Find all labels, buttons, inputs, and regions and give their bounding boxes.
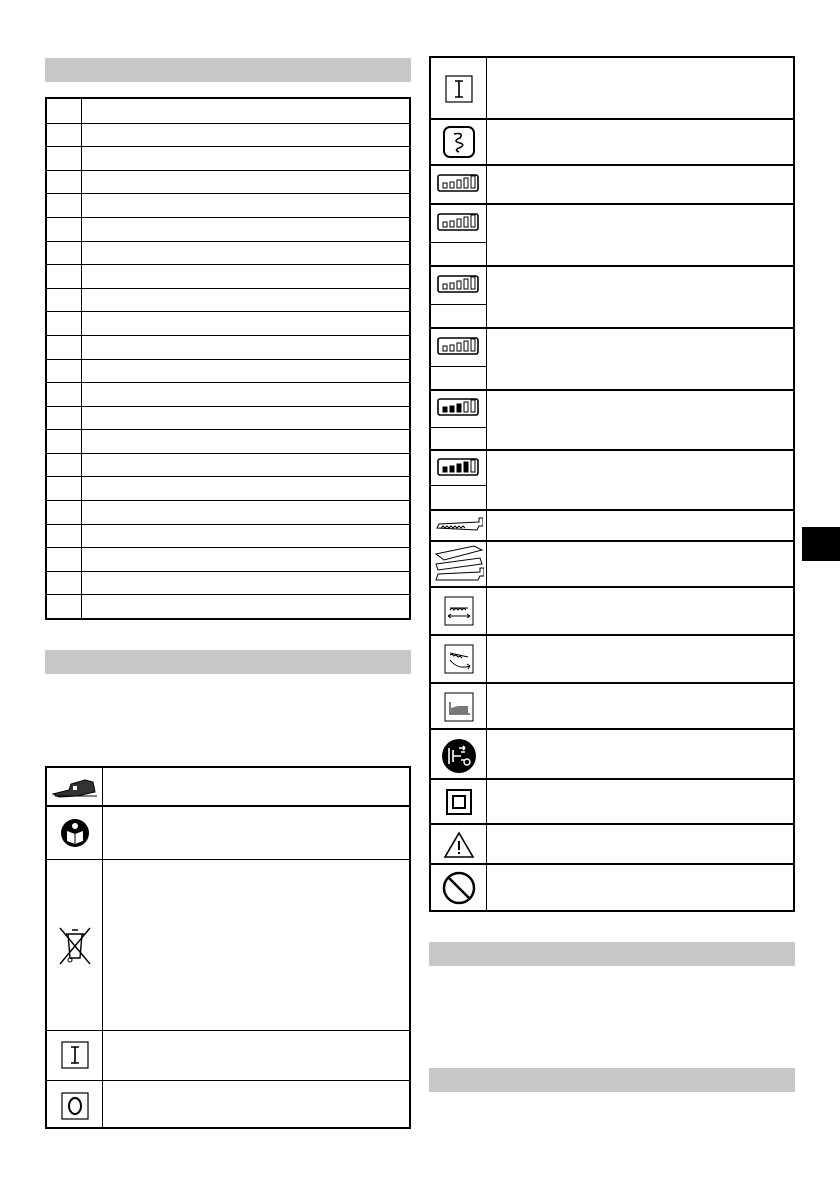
table-row-divider: [47, 524, 409, 525]
battery-level-icon: [437, 337, 479, 355]
row-divider: [431, 823, 793, 825]
row-divider: [431, 164, 793, 166]
row-divider: [431, 509, 793, 511]
table-row-divider: [47, 193, 409, 194]
icon-cell-divider: [431, 242, 486, 243]
table-row-divider: [47, 217, 409, 218]
table-row-divider: [47, 241, 409, 242]
row-divider: [431, 203, 793, 205]
row-divider: [47, 1030, 409, 1031]
battery-level-icon: [437, 458, 479, 476]
section-header-bar: [45, 650, 411, 674]
row-divider: [431, 863, 793, 865]
row-divider: [431, 389, 793, 391]
section-header-bar: [429, 1068, 795, 1092]
icon-cell-divider: [431, 427, 486, 428]
table-row-divider: [47, 429, 409, 430]
battery-level-icon: [437, 213, 479, 231]
battery-level-icon: [437, 398, 479, 416]
row-divider: [431, 265, 793, 267]
battery-level-icon: [437, 174, 479, 192]
unplug-icon: [441, 738, 477, 774]
icon-cell-divider: [431, 304, 486, 305]
row-divider: [431, 778, 793, 780]
table-row-divider: [47, 594, 409, 595]
double-insulation-icon: [445, 788, 473, 816]
row-divider: [431, 728, 793, 730]
table-row-divider: [47, 382, 409, 383]
column-divider: [486, 58, 487, 910]
symbol-table-left: [45, 766, 411, 1129]
icon-cell-divider: [431, 485, 486, 486]
section-header-bar: [429, 942, 795, 966]
table-row-divider: [47, 288, 409, 289]
switch-off-icon: [61, 1092, 89, 1120]
parts-table: [45, 97, 411, 620]
row-divider: [431, 634, 793, 636]
row-divider: [47, 805, 409, 807]
crossed-bin-icon: [58, 926, 92, 966]
table-row-divider: [47, 453, 409, 454]
icon-cell-divider: [431, 366, 486, 367]
row-divider: [431, 449, 793, 451]
warning-triangle-icon: [443, 831, 475, 859]
row-divider: [431, 540, 793, 542]
table-row-divider: [47, 146, 409, 147]
cut-flush-icon: [444, 692, 474, 722]
battery-level-icon: [437, 275, 479, 293]
table-row-divider: [47, 406, 409, 407]
table-row-divider: [47, 335, 409, 336]
chapter-tab: [802, 527, 840, 561]
column-divider: [102, 768, 103, 1127]
cut-straight-icon: [444, 596, 474, 626]
section-header-bar: [45, 58, 411, 82]
table-row-divider: [47, 500, 409, 501]
table-row-divider: [47, 264, 409, 265]
saw-tool-icon: [51, 774, 99, 800]
prohibited-icon: [442, 871, 476, 905]
saw-blade-straight-icon: [435, 516, 483, 532]
table-row-divider: [47, 571, 409, 572]
table-row-divider: [47, 547, 409, 548]
table-row-divider: [47, 123, 409, 124]
row-divider: [47, 1080, 409, 1081]
table-row-divider: [47, 476, 409, 477]
row-divider: [47, 859, 409, 860]
row-divider: [431, 327, 793, 329]
table-row-divider: [47, 359, 409, 360]
saw-blade-orbital-icon: [434, 544, 484, 584]
symbol-table-right: [429, 56, 795, 912]
table-row-divider: [47, 170, 409, 171]
spring-coil-icon: [442, 125, 476, 159]
switch-on-icon: [61, 1041, 89, 1069]
cut-curve-icon: [444, 644, 474, 674]
switch-on-icon: [445, 75, 473, 103]
table-row-divider: [47, 311, 409, 312]
row-divider: [431, 682, 793, 684]
row-divider: [431, 586, 793, 588]
read-manual-icon: [60, 818, 90, 848]
row-divider: [431, 118, 793, 120]
